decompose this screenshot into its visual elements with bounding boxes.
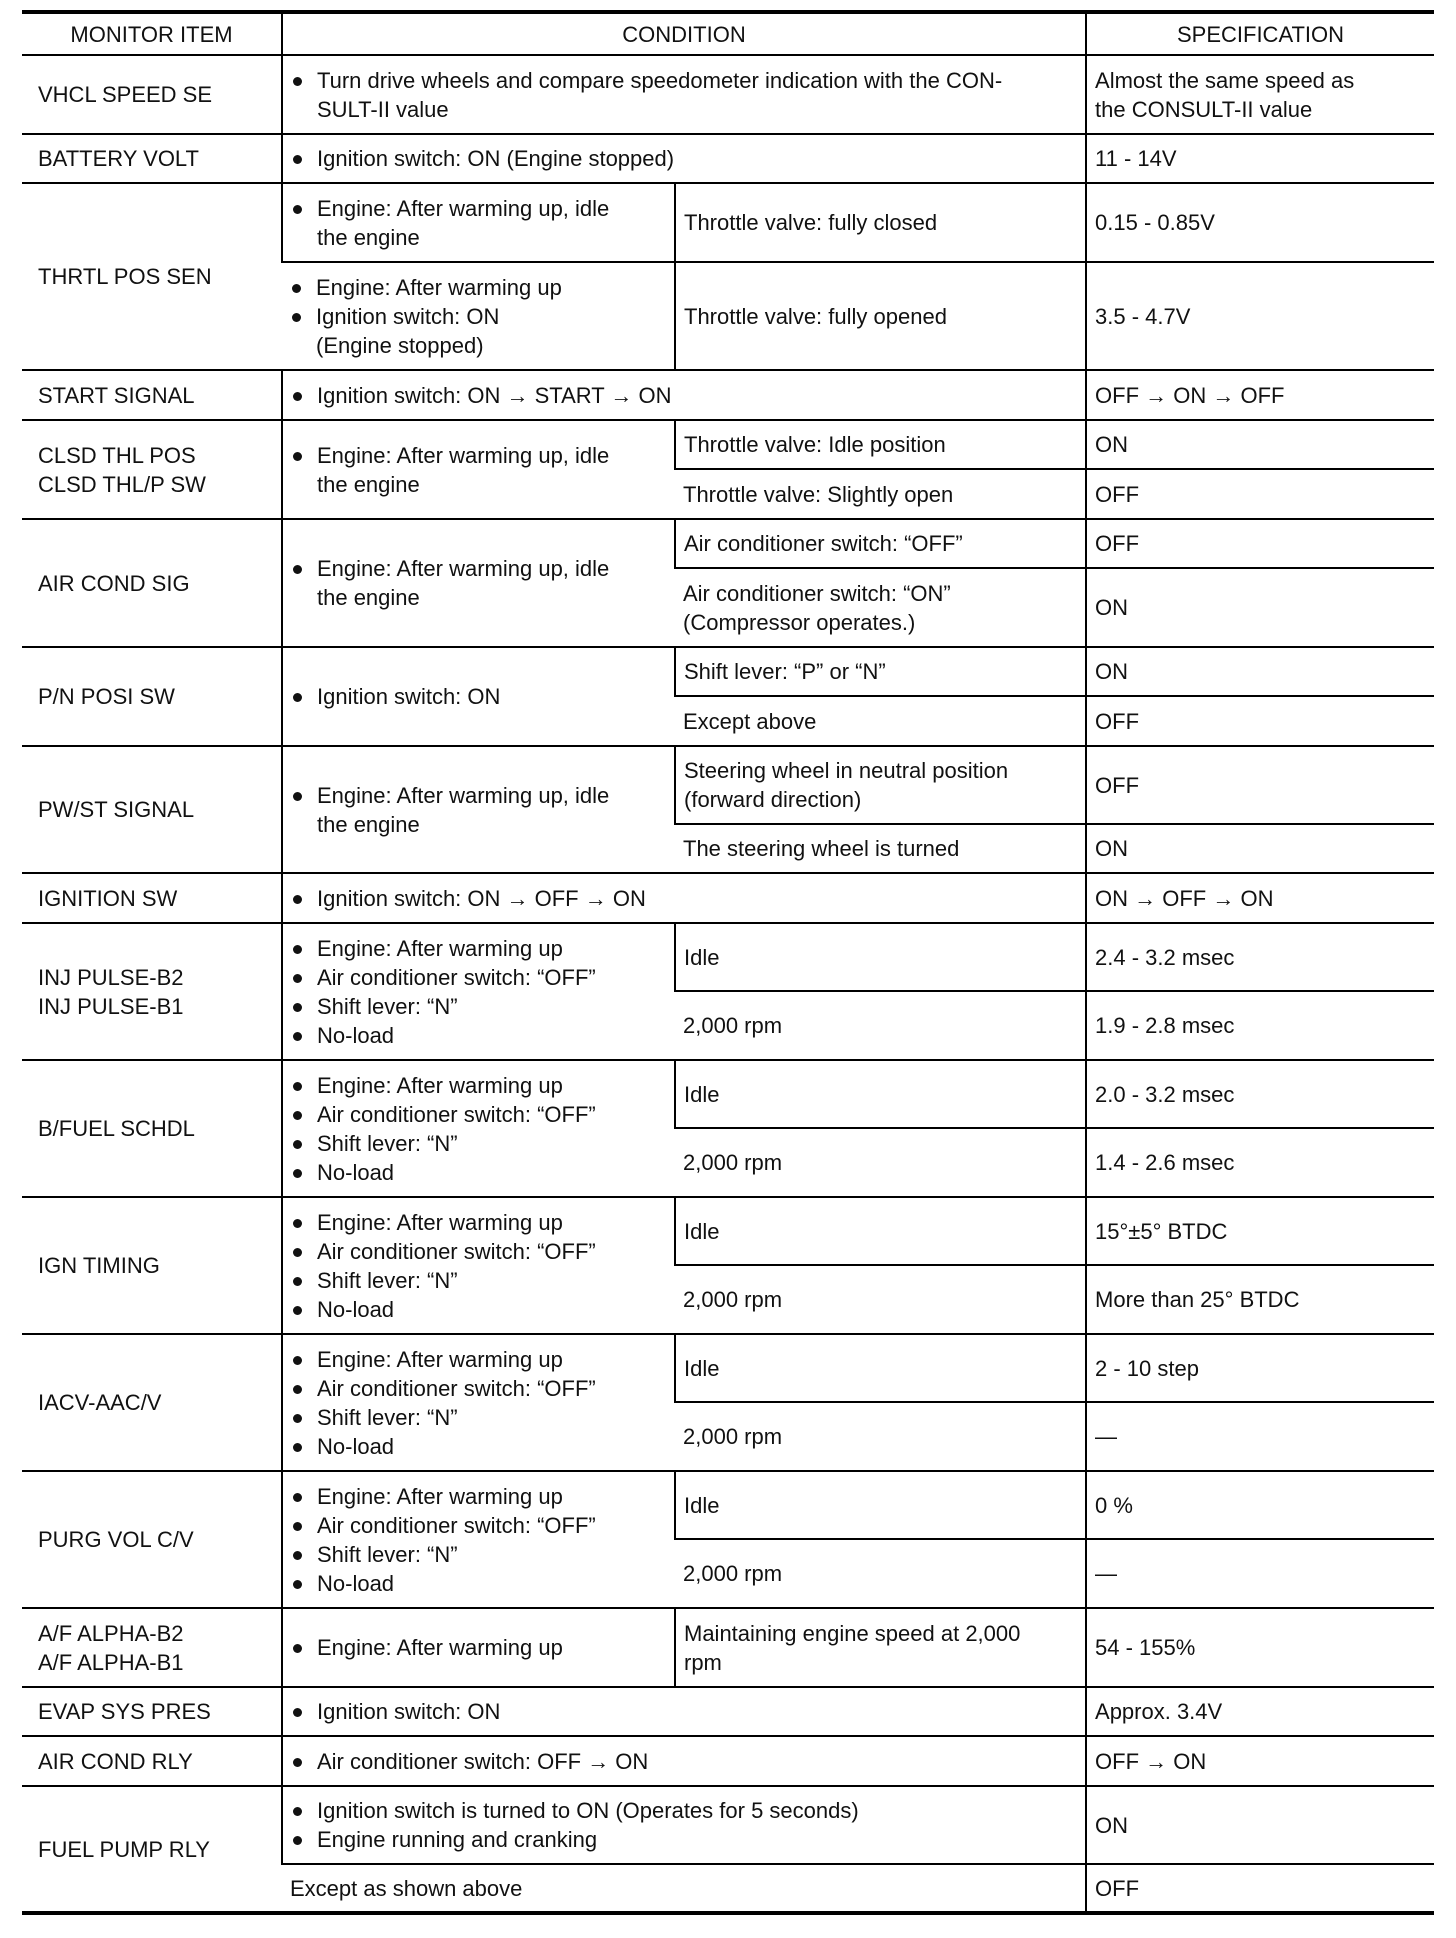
bullet-item: Engine: After warming up [291, 1208, 666, 1237]
sub-condition: 2,000 rpm [675, 1128, 1086, 1197]
bullet-item: Engine: After warming up [291, 934, 666, 963]
bullet-list [291, 144, 1077, 173]
bullet-item: Ignition switch: ON (Engine stopped) [291, 144, 1077, 173]
spec-value: 2.0 - 3.2 msec [1086, 1060, 1434, 1128]
spec-value: 0 % [1086, 1471, 1434, 1539]
spec-value: OFF [1086, 469, 1434, 519]
condition-cell [282, 134, 1086, 183]
spec-value: OFF [1086, 1864, 1434, 1913]
bullet-item: No-load [291, 1569, 666, 1598]
bullet-list [291, 194, 666, 252]
condition-cell [282, 1786, 1086, 1864]
bullet-item: Shift lever: “N” [291, 1266, 666, 1295]
spec-value: OFF [1086, 696, 1434, 746]
monitor-item: EVAP SYS PRES [22, 1687, 282, 1736]
bullet-item: Engine: After warming up, idle the engine [291, 554, 666, 612]
condition-cell [282, 1471, 675, 1608]
bullet-list [291, 66, 1077, 124]
sub-condition: Except above [675, 696, 1086, 746]
bullet-list [291, 1482, 666, 1598]
spec-value: ON [1086, 1786, 1434, 1864]
monitor-item: AIR COND RLY [22, 1736, 282, 1786]
condition-cell [282, 1060, 675, 1197]
sub-condition: Idle [675, 923, 1086, 991]
table-row [22, 873, 1434, 923]
bullet-item: Air conditioner switch: “OFF” [291, 1511, 666, 1540]
sub-condition: Idle [675, 1197, 1086, 1265]
sub-condition: Throttle valve: fully closed [675, 183, 1086, 262]
header-row [22, 12, 1434, 55]
bullet-list [291, 682, 666, 711]
bullet-item: Engine running and cranking [291, 1825, 1077, 1854]
table-row [22, 923, 1434, 991]
bullet-item: Air conditioner switch: “OFF” [291, 1374, 666, 1403]
sub-condition: 2,000 rpm [675, 1402, 1086, 1471]
bullet-item: Ignition switch: ON (Engine stopped) [290, 302, 666, 360]
condition-cell [282, 1197, 675, 1334]
monitor-item: P/N POSI SW [22, 647, 282, 746]
table-row [22, 647, 1434, 696]
monitor-item: VHCL SPEED SE [22, 55, 282, 134]
bullet-item: Engine: After warming up [291, 1482, 666, 1511]
bullet-item: Ignition switch: ON [291, 1697, 1077, 1726]
spec-value: 54 - 155% [1086, 1608, 1434, 1687]
spec-value: OFF → ON → OFF [1086, 370, 1434, 420]
sub-condition: Steering wheel in neutral position (forward direction) [675, 746, 1086, 824]
sub-condition: 2,000 rpm [675, 1539, 1086, 1608]
table-row [22, 519, 1434, 568]
spec-value: 1.9 - 2.8 msec [1086, 991, 1434, 1060]
condition-cell [282, 420, 675, 519]
monitor-item: FUEL PUMP RLY [22, 1786, 282, 1913]
spec-value: Approx. 3.4V [1086, 1687, 1434, 1736]
bullet-item: Air conditioner switch: “OFF” [291, 1100, 666, 1129]
bullet-item: Engine: After warming up [290, 273, 666, 302]
bullet-list [291, 1747, 1077, 1776]
condition-cell [282, 1736, 1086, 1786]
bullet-list [291, 381, 1077, 410]
condition-cell [282, 262, 675, 370]
bullet-item: Air conditioner switch: “OFF” [291, 1237, 666, 1266]
spec-value: ON [1086, 824, 1434, 873]
sub-condition: Idle [675, 1060, 1086, 1128]
condition-cell [282, 1687, 1086, 1736]
table-row [22, 1608, 1434, 1687]
bullet-item: Engine: After warming up, idle the engine [291, 441, 666, 499]
condition-cell [282, 647, 675, 746]
monitor-item: INJ PULSE-B2 INJ PULSE-B1 [22, 923, 282, 1060]
bullet-list [291, 781, 666, 839]
spec-value: ON [1086, 568, 1434, 647]
sub-condition: Throttle valve: Slightly open [675, 469, 1086, 519]
spec-value: OFF [1086, 746, 1434, 824]
spec-value: ON → OFF → ON [1086, 873, 1434, 923]
table-row [22, 183, 1434, 262]
sub-condition: Throttle valve: Idle position [675, 420, 1086, 469]
table-row [22, 1334, 1434, 1402]
monitor-item: IGN TIMING [22, 1197, 282, 1334]
sub-condition: Air conditioner switch: “ON” (Compressor operates.) [675, 568, 1086, 647]
condition-cell [282, 55, 1086, 134]
spec-value: OFF → ON [1086, 1736, 1434, 1786]
spec-value: More than 25° BTDC [1086, 1265, 1434, 1334]
bullet-item: Ignition switch: ON → START → ON [291, 381, 1077, 410]
sub-condition: Throttle valve: fully opened [675, 262, 1086, 370]
bullet-list [291, 1697, 1077, 1726]
spec-value: 0.15 - 0.85V [1086, 183, 1434, 262]
monitor-item: THRTL POS SEN [22, 183, 282, 370]
monitor-item: PW/ST SIGNAL [22, 746, 282, 873]
bullet-item: Ignition switch: ON [291, 682, 666, 711]
sub-condition: Idle [675, 1334, 1086, 1402]
condition-cell [282, 519, 675, 647]
bullet-item: Engine: After warming up [291, 1345, 666, 1374]
spec-value: ON [1086, 647, 1434, 696]
spec-value: 2.4 - 3.2 msec [1086, 923, 1434, 991]
spec-value: 15°±5° BTDC [1086, 1197, 1434, 1265]
bullet-item: Air conditioner switch: “OFF” [291, 963, 666, 992]
table-row [22, 1687, 1434, 1736]
bullet-list [291, 1071, 666, 1187]
header-condition: CONDITION [282, 12, 1086, 55]
bullet-list [291, 1345, 666, 1461]
spec-value: ON [1086, 420, 1434, 469]
monitor-item: PURG VOL C/V [22, 1471, 282, 1608]
table-row [22, 370, 1434, 420]
condition-cell: Except as shown above [282, 1864, 1086, 1913]
spec-value: — [1086, 1539, 1434, 1608]
monitor-spec-table [22, 10, 1434, 1915]
condition-cell [282, 746, 675, 873]
spec-value: 11 - 14V [1086, 134, 1434, 183]
bullet-item: Engine: After warming up, idle the engine [291, 194, 666, 252]
bullet-item: Ignition switch is turned to ON (Operates for 5 seconds) [291, 1796, 1077, 1825]
bullet-list [291, 1796, 1077, 1854]
spec-value: 1.4 - 2.6 msec [1086, 1128, 1434, 1197]
bullet-item: Shift lever: “N” [291, 992, 666, 1021]
table-row [22, 1786, 1434, 1864]
bullet-list [291, 1208, 666, 1324]
header-monitor-item: MONITOR ITEM [22, 12, 282, 55]
table-row [22, 1471, 1434, 1539]
bullet-item: Engine: After warming up [291, 1071, 666, 1100]
condition-cell [282, 183, 675, 262]
bullet-item: Shift lever: “N” [291, 1129, 666, 1158]
table-row [22, 134, 1434, 183]
monitor-item: START SIGNAL [22, 370, 282, 420]
bullet-item: No-load [291, 1295, 666, 1324]
table-row [22, 1060, 1434, 1128]
table-row [22, 1197, 1434, 1265]
sub-condition: 2,000 rpm [675, 1265, 1086, 1334]
spec-value: OFF [1086, 519, 1434, 568]
monitor-item: IACV-AAC/V [22, 1334, 282, 1471]
bullet-item: Shift lever: “N” [291, 1403, 666, 1432]
header-specification: SPECIFICATION [1086, 12, 1434, 55]
table-row [22, 746, 1434, 824]
bullet-item: Air conditioner switch: OFF → ON [291, 1747, 1077, 1776]
bullet-item: Shift lever: “N” [291, 1540, 666, 1569]
table-row [22, 420, 1434, 469]
condition-cell [282, 1608, 675, 1687]
bullet-list [291, 884, 1077, 913]
bullet-item: No-load [291, 1432, 666, 1461]
sub-condition: Idle [675, 1471, 1086, 1539]
sub-condition: Shift lever: “P” or “N” [675, 647, 1086, 696]
sub-condition: Air conditioner switch: “OFF” [675, 519, 1086, 568]
monitor-item: A/F ALPHA-B2 A/F ALPHA-B1 [22, 1608, 282, 1687]
spec-value: Almost the same speed as the CONSULT-II value [1086, 55, 1434, 134]
monitor-item: IGNITION SW [22, 873, 282, 923]
bullet-item: Engine: After warming up, idle the engine [291, 781, 666, 839]
bullet-item: Turn drive wheels and compare speedometer indication with the CON- SULT-II value [291, 66, 1077, 124]
table-row [22, 55, 1434, 134]
condition-cell [282, 923, 675, 1060]
bullet-list [291, 441, 666, 499]
sub-condition: 2,000 rpm [675, 991, 1086, 1060]
bullet-item: No-load [291, 1021, 666, 1050]
sub-condition: The steering wheel is turned [675, 824, 1086, 873]
condition-cell [282, 370, 1086, 420]
bullet-item: Ignition switch: ON → OFF → ON [291, 884, 1077, 913]
bullet-item: No-load [291, 1158, 666, 1187]
bullet-list [291, 1633, 666, 1662]
spec-value: 3.5 - 4.7V [1086, 262, 1434, 370]
spec-value: — [1086, 1402, 1434, 1471]
monitor-item: AIR COND SIG [22, 519, 282, 647]
sub-condition: Maintaining engine speed at 2,000 rpm [675, 1608, 1086, 1687]
monitor-item: CLSD THL POS CLSD THL/P SW [22, 420, 282, 519]
spec-value: 2 - 10 step [1086, 1334, 1434, 1402]
monitor-item: B/FUEL SCHDL [22, 1060, 282, 1197]
bullet-list [291, 934, 666, 1050]
bullet-list [290, 273, 666, 360]
condition-cell [282, 873, 1086, 923]
monitor-item: BATTERY VOLT [22, 134, 282, 183]
condition-cell [282, 1334, 675, 1471]
table-row [22, 1736, 1434, 1786]
bullet-item: Engine: After warming up [291, 1633, 666, 1662]
bullet-list [291, 554, 666, 612]
